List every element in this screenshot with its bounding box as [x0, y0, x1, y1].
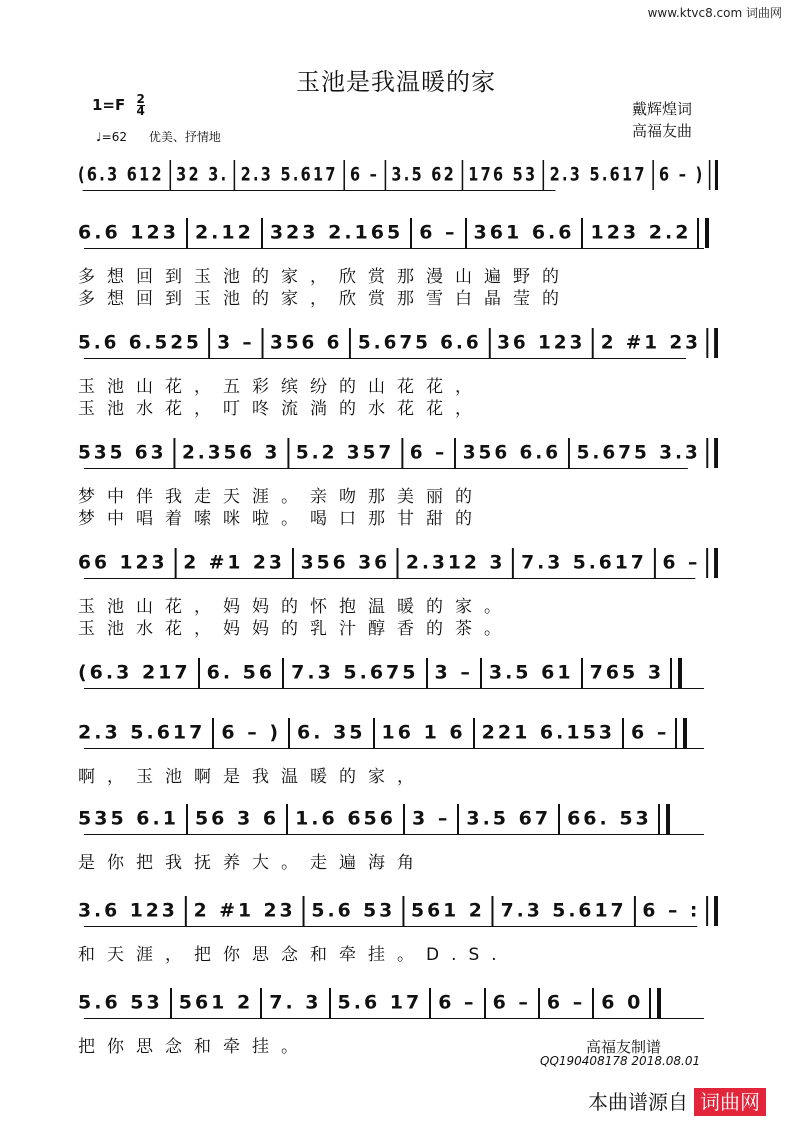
bar-line [303, 896, 305, 926]
bar-line [654, 548, 656, 578]
bar-line [170, 988, 172, 1018]
measure: 3.5 61 [488, 661, 574, 684]
notation-staff [78, 804, 718, 838]
notation-line [78, 896, 718, 930]
bar-line [429, 988, 431, 1018]
source-stamp-text: 本曲谱源自 [588, 1090, 688, 1114]
measure: 5.675 3.3 [576, 441, 701, 464]
measure: 5.6 17 [337, 991, 423, 1014]
bar-line [261, 328, 263, 358]
notation-staff [78, 438, 701, 472]
bar-line [402, 896, 404, 926]
measure: 6 – [662, 551, 701, 574]
notation-staff [78, 718, 718, 752]
measure: 56 3 6 [194, 807, 280, 830]
beam-line [83, 190, 556, 191]
notation-staff [78, 896, 711, 930]
bar-line [286, 804, 288, 834]
lyric-line: 是你把我抚养大。走遍海角 [78, 853, 426, 873]
lyric-line: 玉池山花，五彩缤纷的山花花， [78, 377, 484, 397]
notation-line [78, 160, 718, 194]
time-sig-bottom: 4 [136, 104, 145, 118]
measure: 2.3 5.617 [78, 721, 206, 744]
notation-line [78, 718, 718, 752]
measure: 2.356 3 [181, 441, 281, 464]
bar-line [186, 218, 188, 248]
measure: 561 2 [411, 899, 485, 922]
bar-line [652, 160, 654, 190]
bar-line [185, 896, 187, 926]
measure: 1.6 656 [295, 807, 396, 830]
beam-line [84, 358, 686, 359]
measure: 535 6.1 [78, 807, 179, 830]
bar-line [649, 988, 661, 1018]
bar-line [174, 548, 176, 578]
beam-line [84, 926, 697, 927]
bar-line [670, 658, 682, 688]
bar-line [473, 718, 475, 748]
bar-line [261, 218, 263, 248]
bar-line [212, 718, 214, 748]
bar-line [581, 658, 583, 688]
bar-line [288, 718, 290, 748]
bar-line [633, 896, 635, 926]
measure: 6 – ) [221, 721, 282, 744]
measure: 2.3 5.617 [240, 163, 338, 186]
measure: 3.5 62 [391, 163, 457, 186]
measure: 2.12 [194, 221, 254, 244]
notation-staff [78, 218, 718, 252]
measure: 6 – ) [659, 163, 705, 186]
measure: 3 – [217, 331, 255, 354]
notation-line [78, 328, 718, 362]
notation-staff [78, 658, 718, 692]
measure: 6.6 123 [78, 221, 179, 244]
notation-staff [78, 160, 705, 194]
lyric-line: 玉池水花，叮咚流淌的水花花， [78, 399, 484, 419]
bar-line [169, 160, 171, 190]
beam-line [84, 834, 704, 835]
beam-line [84, 688, 704, 689]
bar-line [488, 328, 490, 358]
measure: 66. 53 [567, 807, 652, 830]
notation-line [78, 804, 718, 838]
bar-line [538, 988, 540, 1018]
notation-staff [78, 988, 718, 1022]
bar-line [697, 218, 709, 248]
measure: 5.6 6.525 [78, 331, 202, 354]
beam-line [84, 248, 704, 249]
measure: 7. 3 [269, 991, 322, 1014]
measure: 123 2.2 [590, 221, 692, 244]
measure: 6 – : [642, 899, 701, 922]
measure: 3 – [412, 807, 451, 830]
bar-line [454, 438, 456, 468]
time-signature [137, 94, 145, 117]
expression-text: 优美、抒情地 [148, 130, 221, 144]
source-stamp-logo: 词曲网 [694, 1088, 766, 1116]
composer: 高福友曲 [631, 122, 692, 140]
key-label: 1=F [92, 96, 126, 114]
measure: 3 – [434, 661, 473, 684]
measure: 5.6 53 [311, 899, 396, 922]
measure: 6 – [546, 991, 586, 1014]
lyric-line: 玉池水花，妈妈的乳汁醇香的茶。 [78, 619, 513, 639]
bar-line [465, 218, 467, 248]
tempo-value: ♩=62 [96, 130, 127, 144]
tempo-marking [96, 128, 239, 145]
lyric-line: 和天涯，把你思念和牵挂。D.S. [78, 945, 509, 965]
site-url[interactable]: www.ktvc8.com 词曲网 [647, 6, 782, 20]
measure: 361 6.6 [473, 221, 575, 244]
bar-line [706, 896, 718, 926]
lyric-line: 玉池山花，妈妈的怀抱温暖的家。 [78, 597, 513, 617]
bar-line [173, 438, 175, 468]
measure: 2 #1 23 [193, 899, 296, 922]
lyric-line: 梦中唱着嗦咪啦。喝口那甘甜的 [78, 509, 484, 529]
bar-line [592, 328, 594, 358]
beam-line [84, 578, 695, 579]
bar-line [592, 988, 594, 1018]
measure: (6.3 612 [78, 163, 164, 186]
key-signature [92, 94, 145, 117]
notation-line [78, 438, 718, 472]
measure: 6 0 [601, 991, 644, 1014]
measure: (6.3 217 [78, 661, 191, 684]
bar-line [707, 328, 719, 358]
measure: 6 – [349, 163, 380, 186]
measure: 5.675 6.6 [357, 331, 482, 354]
bar-line [543, 160, 545, 190]
bar-line [492, 896, 494, 926]
bar-line [385, 160, 387, 190]
source-stamp [588, 1086, 766, 1115]
lyric-line: 梦中伴我走天涯。亲吻那美丽的 [78, 487, 484, 507]
measure: 6 – [409, 441, 448, 464]
bar-line [658, 804, 670, 834]
bar-line [461, 160, 463, 190]
measure: 6 – [419, 221, 458, 244]
bar-line [558, 804, 560, 834]
bar-line [198, 658, 200, 688]
notation-staff [78, 328, 700, 362]
bar-line [401, 438, 403, 468]
measure: 3.6 123 [78, 899, 178, 922]
bar-line [707, 438, 719, 468]
measure: 6 – [492, 991, 531, 1014]
song-title: 玉池是我温暖的家 [296, 68, 496, 96]
measure: 561 2 [178, 991, 254, 1014]
qq-date: QQ190408178 2018.08.01 [540, 1054, 701, 1068]
bar-line [349, 328, 351, 358]
lyric-line: 把你思念和牵挂。 [78, 1037, 310, 1057]
bar-line [397, 548, 399, 578]
bar-line [480, 658, 482, 688]
measure: 765 3 [589, 661, 665, 684]
bar-line [484, 988, 486, 1018]
measure: 356 36 [300, 551, 391, 574]
measure: 6. 35 [297, 721, 366, 744]
bar-line [292, 548, 294, 578]
bar-line [568, 438, 570, 468]
measure: 7.3 5.617 [521, 551, 647, 574]
measure: 356 6 [270, 331, 343, 354]
measure: 535 63 [78, 441, 167, 464]
lyric-line: 多想回到玉池的家，欣赏那漫山遍野的 [78, 267, 571, 287]
bar-line [622, 718, 624, 748]
lyric-line: 啊，玉池啊是我温暖的家， [78, 767, 426, 787]
measure: 6 – [438, 991, 477, 1014]
bar-line [260, 988, 262, 1018]
measure: 5.2 357 [295, 441, 395, 464]
beam-line [84, 1018, 704, 1019]
measure: 6 – [631, 721, 670, 744]
lyric-line: 多想回到玉池的家，欣赏那雪白晶莹的 [78, 289, 571, 309]
notation-line [78, 988, 718, 1022]
score-maker: 高福友制谱 [586, 1038, 662, 1056]
notation-line [78, 658, 718, 692]
measure: 2 #1 23 [600, 331, 701, 354]
time-sig-top: 2 [136, 92, 145, 106]
measure: 2.312 3 [405, 551, 506, 574]
bar-line [186, 804, 188, 834]
measure: 66 123 [78, 551, 168, 574]
notation-staff [78, 548, 709, 582]
bar-line [675, 718, 687, 748]
measure: 6. 56 [206, 661, 276, 684]
bar-line [343, 160, 345, 190]
notation-line [78, 218, 718, 252]
bar-line [287, 438, 289, 468]
measure: 2.3 5.617 [549, 163, 647, 186]
measure: 221 6.153 [481, 721, 616, 744]
beam-line [84, 748, 704, 749]
measure: 3.5 67 [466, 807, 552, 830]
measure: 323 2.165 [269, 221, 404, 244]
bar-line [373, 718, 375, 748]
lyricist: 戴辉煌词 [631, 100, 692, 118]
measure: 5.6 53 [78, 991, 163, 1014]
notation-line [78, 548, 718, 582]
measure: 356 6.6 [462, 441, 562, 464]
measure: 176 53 [468, 163, 538, 186]
measure: 2 #1 23 [183, 551, 285, 574]
bar-line [512, 548, 514, 578]
bar-line [234, 160, 236, 190]
bar-line [410, 218, 412, 248]
measure: 32 3. [176, 163, 229, 186]
measure: 16 1 6 [381, 721, 466, 744]
measure: 36 123 [497, 331, 586, 354]
bar-line [709, 160, 718, 190]
bar-line [581, 218, 583, 248]
measure: 7.3 5.675 [291, 661, 419, 684]
measure: 7.3 5.617 [500, 899, 627, 922]
bar-line [706, 548, 718, 578]
bar-line [403, 804, 405, 834]
bar-line [426, 658, 428, 688]
bar-line [329, 988, 331, 1018]
beam-line [84, 468, 688, 469]
bar-line [282, 658, 284, 688]
bar-line [457, 804, 459, 834]
bar-line [209, 328, 211, 358]
